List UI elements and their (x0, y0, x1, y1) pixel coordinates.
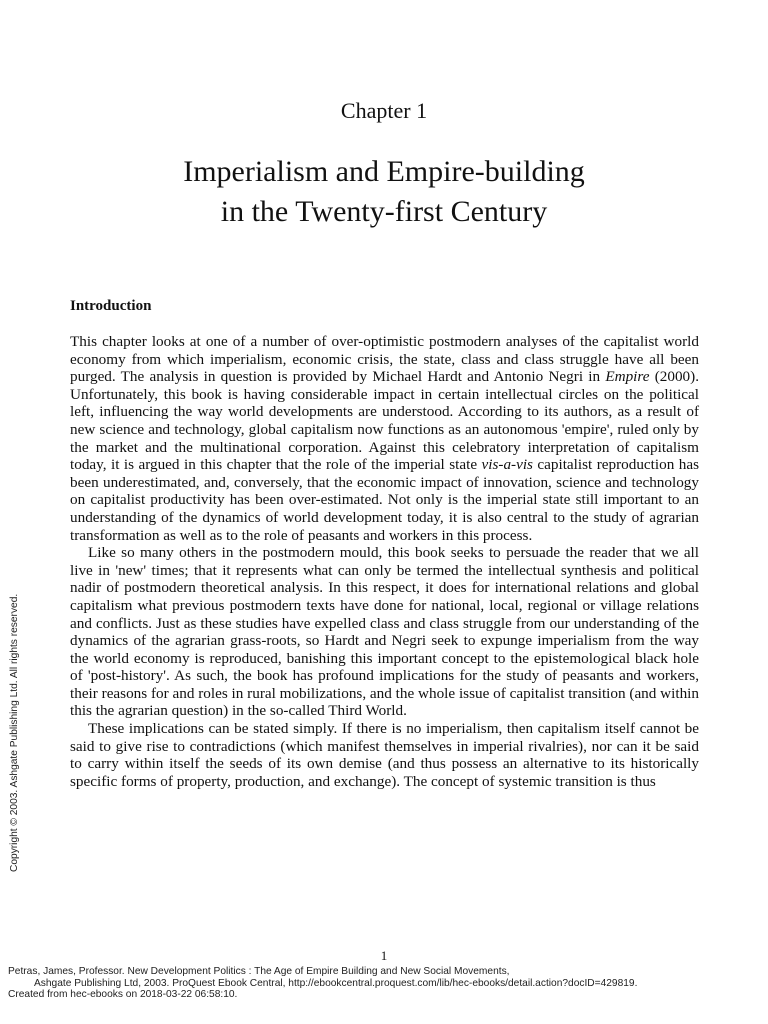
page-number: 1 (380, 948, 388, 963)
vis-a-vis-term: vis-a-vis (481, 456, 533, 474)
footer-line-2: Ashgate Publishing Ltd, 2003. ProQuest Ebook Central, http://ebookcentral.proquest.com/lib/hec-ebooks/detail.action?docID=429819. (34, 977, 638, 989)
citation-footer (8, 966, 760, 1001)
footer-line-1: Petras, James, Professor. New Development Politics : The Age of Empire Building and New Social Movements, (8, 966, 510, 977)
chapter-label: Chapter 1 (340, 98, 428, 123)
chapter-title (0, 152, 768, 232)
body-text (70, 333, 699, 790)
paragraph-1-part-c: capitalist reproduction has been underestimated, and, conversely, that the economic impact of innovation, science and technology on capitalist productivity has been over-estimated. Not only is the imperial state still important to an understanding of the dynamics of world development today, it is also central to the study of agrarian transformation as well as to the role of peasants and workers in this process. (70, 456, 699, 544)
paragraph-3: These implications can be stated simply. If there is no imperialism, then capitalism itself cannot be said to give rise to contradictions (which manifest themselves in imperial rivalries), nor can it be said to carry within itself the seeds of its own demise (and thus possess an alternative to its historically specific forms of property, production, and exchange). The concept of systemic transition is thus (70, 720, 699, 790)
section-heading: Introduction (70, 298, 152, 314)
side-copyright-notice: Copyright © 2003. Ashgate Publishing Ltd. All rights reserved. (9, 593, 20, 872)
chapter-title-line-1: Imperialism and Empire-building (183, 155, 585, 188)
paragraph-1-part-a: This chapter looks at one of a number of over-optimistic postmodern analyses of the capitalist world economy from which imperialism, economic crisis, the state, class and class struggle have all been purged. The analysis in question is provided by Michael Hardt and Antonio Negri in (70, 333, 699, 386)
paragraph-2: Like so many others in the postmodern mould, this book seeks to persuade the reader that we all live in 'new' times; that it represents what can only be termed the intellectual synthesis and political nadir of postmodern theoretical analysis. In this respect, it does for international relations and global capitalism what previous postmodern texts have done for national, local, regional or village relations and conflicts. Just as these studies have expelled class and class struggle from our understanding of the dynamics of the agrarian grass-roots, so Hardt and Negri seek to expunge imperialism from the way the world economy is reproduced, banishing this important concept to the epistemological black hole of 'post-history'. As such, the book has profound implications for the study of peasants and workers, their reasons for and roles in rural mobilizations, and the whole issue of capitalist transition (and within this the agrarian question) in the so-called Third World. (70, 544, 699, 720)
chapter-title-line-2: in the Twenty-first Century (220, 195, 548, 228)
paragraph-1 (70, 333, 699, 544)
footer-line-3: Created from hec-ebooks on 2018-03-22 06:58:10. (8, 989, 238, 1000)
paragraph-1-part-b: (2000). Unfortunately, this book is having considerable impact in certain intellectual circles on the political left, influencing the way world developments are understood. According to its authors, as a result of new science and technology, global capitalism now functions as an autonomous 'empire', ruled only by the market and the multinational corporation. Against this celebratory interpretation of capitalism today, it is argued in this chapter that the role of the imperial state (70, 368, 699, 474)
book-title-empire: Empire (605, 368, 650, 386)
